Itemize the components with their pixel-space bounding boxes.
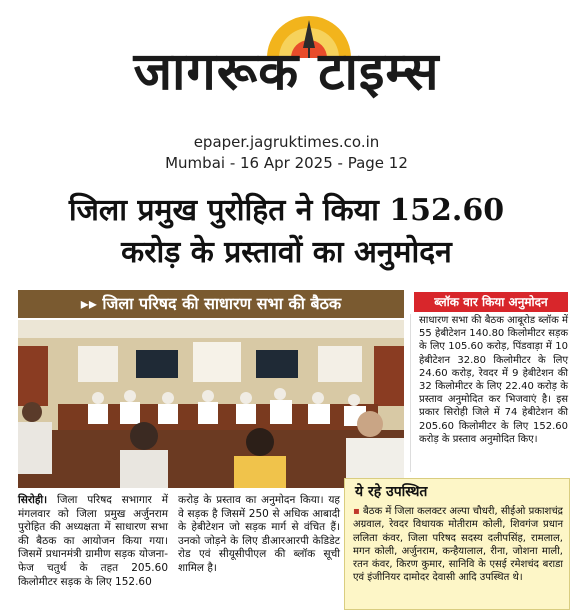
section-bar — [18, 290, 404, 318]
attendees-box — [344, 478, 570, 610]
meeting-photo-illustration — [18, 320, 404, 488]
article-column-1-text: जिला परिषद सभागार में मंगलवार को जिला प्रमुख अर्जुनराम पुरोहित की अध्यक्षता में साधारण सभा की बैठक का आयोजन किया गया। जिसमें प्रधानमंत्री ग्रामीण सड़क योजना- फेज चतुर्थ के तहत 205.60 किलोमीटर सड़क के लिए 152.60 — [18, 494, 168, 588]
article-column-1 — [18, 494, 168, 606]
logo-text: जागरूक टाइम्स — [133, 42, 440, 102]
headline — [12, 190, 561, 274]
headline-line-1: जिला प्रमुख पुरोहित ने किया 152.60 — [68, 193, 505, 228]
masthead — [0, 0, 573, 128]
attendees-title: ये रहे उपस्थित — [355, 484, 428, 500]
bullet-icon: ▪ — [353, 506, 360, 517]
article-dateline: सिरोही। — [18, 494, 48, 506]
attendees-body — [353, 505, 563, 585]
meeting-photo — [18, 320, 404, 488]
headline-line-2: करोड़ के प्रस्तावों का अनुमोदन — [121, 235, 452, 270]
section-bar-label: ▸▸ जिला परिषद की साधारण सभा की बैठक — [80, 294, 342, 313]
attendees-text: बैठक में जिला कलक्टर अल्पा चौधरी, सीईओ प्रकाशचंद्र अग्रवाल, रेवदर विधायक मोतीराम कोली, शिवगंज प्रधान ललिता कंवर, जिला परिषद सदस्य दलीपसिंह, रामलाल, मगन कोली, अर्जुनराम, कन्हैयालाल, रीना, जोशना माली, रतन कंवर, किरण कुमार, सानिवि के एसई रमेशचंद बराडा एवं इंजीनियर दामोदर देवासी आदि उपस्थित थे। — [353, 506, 563, 584]
sidebar-body: साधारण सभा की बैठक आबूरोड ब्लॉक में 55 हेबीटेशन 140.80 किलोमीटर सड़क के लिए 105.60 करोड़, पिंडवाड़ा में 10 हेबीटेशन 32.80 किलोमीटर के लिए 24.60 करोड़, रेवदर में 9 हेबीटेशन की 32 किलोमीटर के लिए 22.40 करोड़ के प्रस्ताव अनुमोदित कर भिजवाएं है। इस प्रकार सिरोही जिले में 74 हेबीटेशन की 205.60 किलोमीटर के लिए 152.60 करोड़ के प्रस्ताव अनुमोदित किए। — [410, 314, 568, 472]
source-edition: Mumbai - 16 Apr 2025 - Page 12 — [165, 154, 408, 172]
article-column-2: करोड़ के प्रस्ताव का अनुमोदन किया। यह वे सड़क है जिसमें 250 से अधिक आबादी के हेबीटेशन जो सड़क मार्ग से वंचित हैं। उनको जोड़ने के लिए डीआरआरपी केडिडेट रोड एवं सीयूसीपीएल की ब्लॉक सूची शामिल है। — [178, 494, 340, 574]
source-url: epaper.jagruktimes.co.in — [193, 133, 380, 151]
sidebar-tag: ब्लॉक वार किया अनुमोदन — [414, 292, 568, 312]
